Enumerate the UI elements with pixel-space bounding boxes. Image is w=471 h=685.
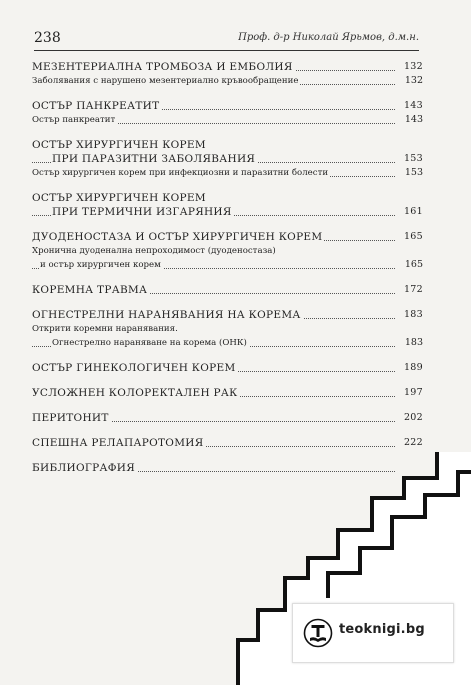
toc-line-text: Открити коремни наранявания.	[32, 324, 178, 334]
toc-line-text: ПРИ ПАРАЗИТНИ ЗАБОЛЯВАНИЯ	[52, 153, 256, 165]
toc-line-text: УСЛОЖНЕН КОЛОРЕКТАЛЕН РАК	[32, 387, 238, 399]
toc-line-text: Остър хирургичен корем при инфекциозни и паразитни болести	[32, 168, 329, 178]
toc-page-number: 183	[404, 337, 423, 348]
toc-line-text: МЕЗЕНТЕРИАЛНА ТРОМБОЗА И ЕМБОЛИЯ	[32, 61, 293, 73]
toc-page-number: 197	[403, 387, 423, 398]
toc-page-number: 153	[404, 167, 423, 178]
toc-page-number: 183	[403, 309, 423, 320]
toc-line-text: ОСТЪР ХИРУРГИЧЕН КОРЕМ	[32, 192, 206, 204]
watermark-text: teoknigi.bg	[339, 622, 425, 637]
page-number: 238	[34, 30, 61, 46]
book-t-logo-icon	[303, 618, 333, 648]
toc-line-text: и остър хирургичен корем	[40, 260, 161, 270]
toc-line-text: ПЕРИТОНИТ	[32, 412, 109, 424]
toc-line-text: ОГНЕСТРЕЛНИ НАРАНЯВАНИЯ НА КОРЕМА	[32, 309, 301, 321]
toc-page-number: 189	[403, 362, 423, 373]
toc-line-text: Хронична дуоденална непроходимост (дуоденостаза)	[32, 246, 276, 256]
toc-line-text: ПРИ ТЕРМИЧНИ ИЗГАРЯНИЯ	[52, 206, 232, 218]
toc-page-number: 172	[403, 284, 423, 295]
toc-page-number: 165	[403, 231, 423, 242]
toc-line-text: Огнестрелно нараняване на корема (ОНК)	[52, 338, 247, 348]
toc-page-number: 202	[403, 412, 423, 423]
toc-page-number: 143	[404, 114, 423, 125]
toc-line-text: ОСТЪР ПАНКРЕАТИТ	[32, 100, 160, 112]
toc-line-text: ОСТЪР ХИРУРГИЧЕН КОРЕМ	[32, 139, 206, 151]
toc-page-number: 165	[404, 259, 423, 270]
toc-page-number: 222	[403, 437, 423, 448]
watermark-logo	[292, 603, 454, 663]
toc-line-text: ДУОДЕНОСТАЗА И ОСТЪР ХИРУРГИЧЕН КОРЕМ	[32, 231, 323, 243]
toc-line-text: Остър панкреатит	[32, 115, 116, 125]
toc-page-number: 132	[403, 61, 423, 72]
toc-line-text: КОРЕМНА ТРАВМА	[32, 284, 148, 296]
toc-page-number: 161	[403, 206, 423, 217]
author-running-head: Проф. д-р Николай Ярьмов, д.м.н.	[238, 32, 419, 43]
toc-page-number: 153	[403, 153, 423, 164]
toc-page-number: 143	[403, 100, 423, 111]
toc-page-number: 132	[404, 75, 423, 86]
toc-line-text: Заболявания с нарушено мезентериално кръвообращение	[32, 76, 299, 86]
toc-line-text: БИБЛИОГРАФИЯ	[32, 462, 136, 474]
toc-line-text: СПЕШНА РЕЛАПАРОТОМИЯ	[32, 437, 204, 449]
toc-line-text: ОСТЪР ГИНЕКОЛОГИЧЕН КОРЕМ	[32, 362, 236, 374]
